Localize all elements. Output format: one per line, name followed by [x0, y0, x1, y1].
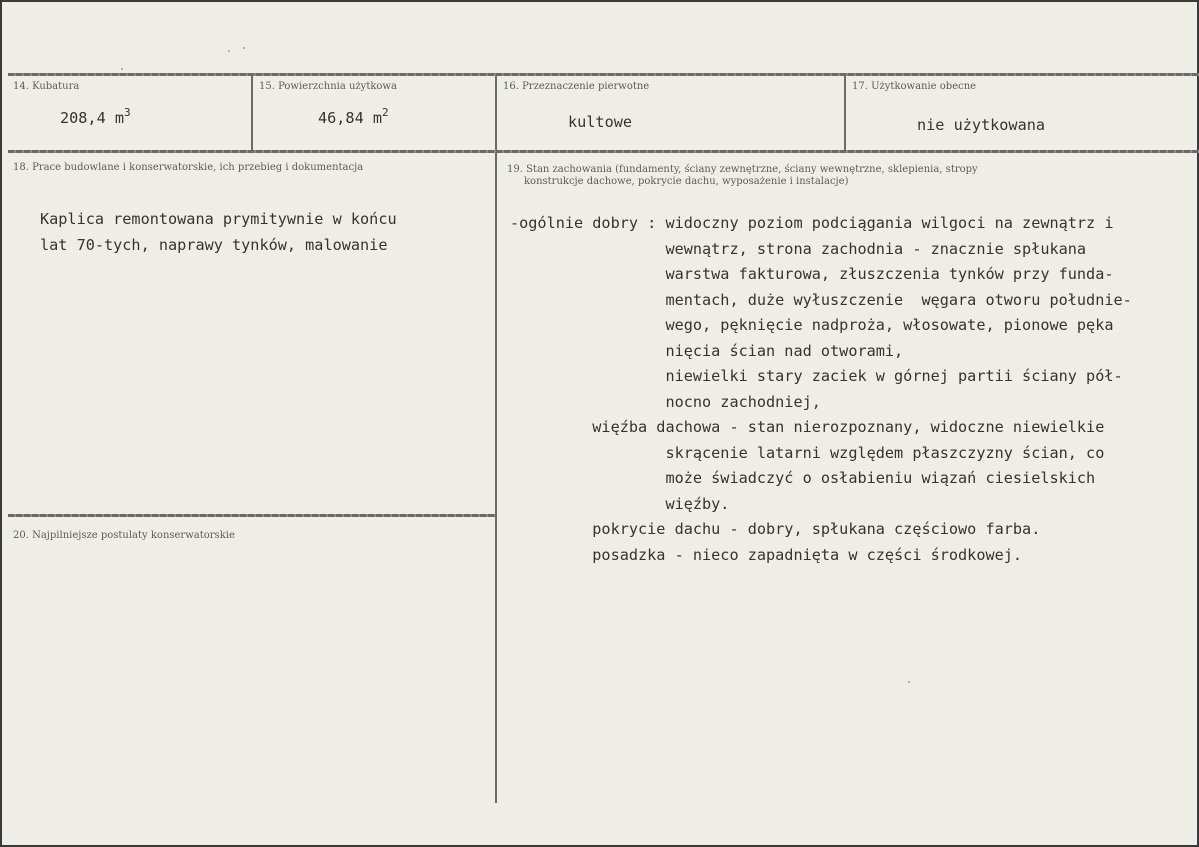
speck	[228, 50, 230, 52]
field-19-label-line1: 19. Stan zachowania (fundamenty, ściany zewnętrzne, ściany wewnętrzne, sklepienia, stropy	[507, 164, 978, 175]
speck	[908, 681, 910, 683]
col-divider	[251, 76, 253, 150]
field-16-label: 16. Przeznaczenie pierwotne	[503, 81, 650, 92]
text-line: skrącenie latarni względem płaszczyzny ścian, co	[510, 443, 1105, 462]
col-divider	[844, 76, 846, 150]
speck	[243, 47, 245, 49]
text-line: wego, pęknięcie nadproża, włosowate, pionowe pęka	[510, 316, 1114, 334]
field-15-label: 15. Powierzchnia użytkowa	[259, 81, 397, 92]
text-line: mentach, duże wyłuszczenie węgara otworu południe-	[510, 290, 1132, 309]
row1-bottom-rule	[8, 150, 1199, 153]
col-divider	[495, 76, 497, 150]
top-rule	[8, 73, 1199, 76]
text-line: posadzka - nieco zapadnięta w części środkowej.	[510, 545, 1023, 564]
field-18-label: 18. Prace budowlane i konserwatorskie, ich przebieg i dokumentacja	[13, 162, 364, 173]
speck	[121, 68, 123, 70]
field-17-label: 17. Użytkowanie obecne	[852, 81, 977, 92]
text-line: nocno zachodniej,	[510, 392, 821, 411]
section18-bottom-rule	[8, 514, 496, 517]
area-value: 46,84 m	[318, 109, 383, 127]
text-line: niewielki stary zaciek w górnej partii ściany pół-	[510, 367, 1123, 385]
volume-unit-exponent: 3	[124, 106, 131, 119]
field-19-label-line2: konstrukcje dachowe, pokrycie dachu, wyposażenie i instalacje)	[524, 176, 849, 187]
field-14-value	[60, 106, 131, 133]
field-17-value: nie użytkowana	[917, 116, 1046, 134]
volume-value: 208,4 m	[60, 109, 125, 127]
area-unit-exponent: 2	[382, 106, 389, 119]
field-20-label: 20. Najpilniejsze postulaty konserwatorskie	[13, 530, 235, 541]
text-line: pokrycie dachu - dobry, spłukana częściowo farba.	[510, 520, 1041, 538]
field-15-value	[318, 106, 389, 133]
text-line: Kaplica remontowana prymitywnie w końcu	[40, 210, 397, 228]
text-line: więźby.	[510, 494, 730, 513]
field-16-value: kultowe	[568, 113, 633, 131]
field-19-text	[510, 211, 1132, 568]
text-line: lat 70-tych, naprawy tynków, malowanie	[40, 235, 388, 254]
field-14-label: 14. Kubatura	[13, 81, 80, 92]
text-line: więźba dachowa - stan nierozpoznany, widoczne niewielkie	[510, 418, 1105, 436]
main-col-divider	[495, 153, 497, 803]
field-18-text	[40, 207, 397, 258]
text-line: wewnątrz, strona zachodnia - znacznie spłukana	[510, 239, 1087, 258]
text-line: -ogólnie dobry : widoczny poziom podciągania wilgoci na zewnątrz i	[510, 214, 1114, 232]
text-line: może świadczyć o osłabieniu wiązań ciesielskich	[510, 469, 1096, 487]
text-line: warstwa fakturowa, złuszczenia tynków przy funda-	[510, 265, 1114, 283]
text-line: nięcia ścian nad otworami,	[510, 341, 904, 360]
